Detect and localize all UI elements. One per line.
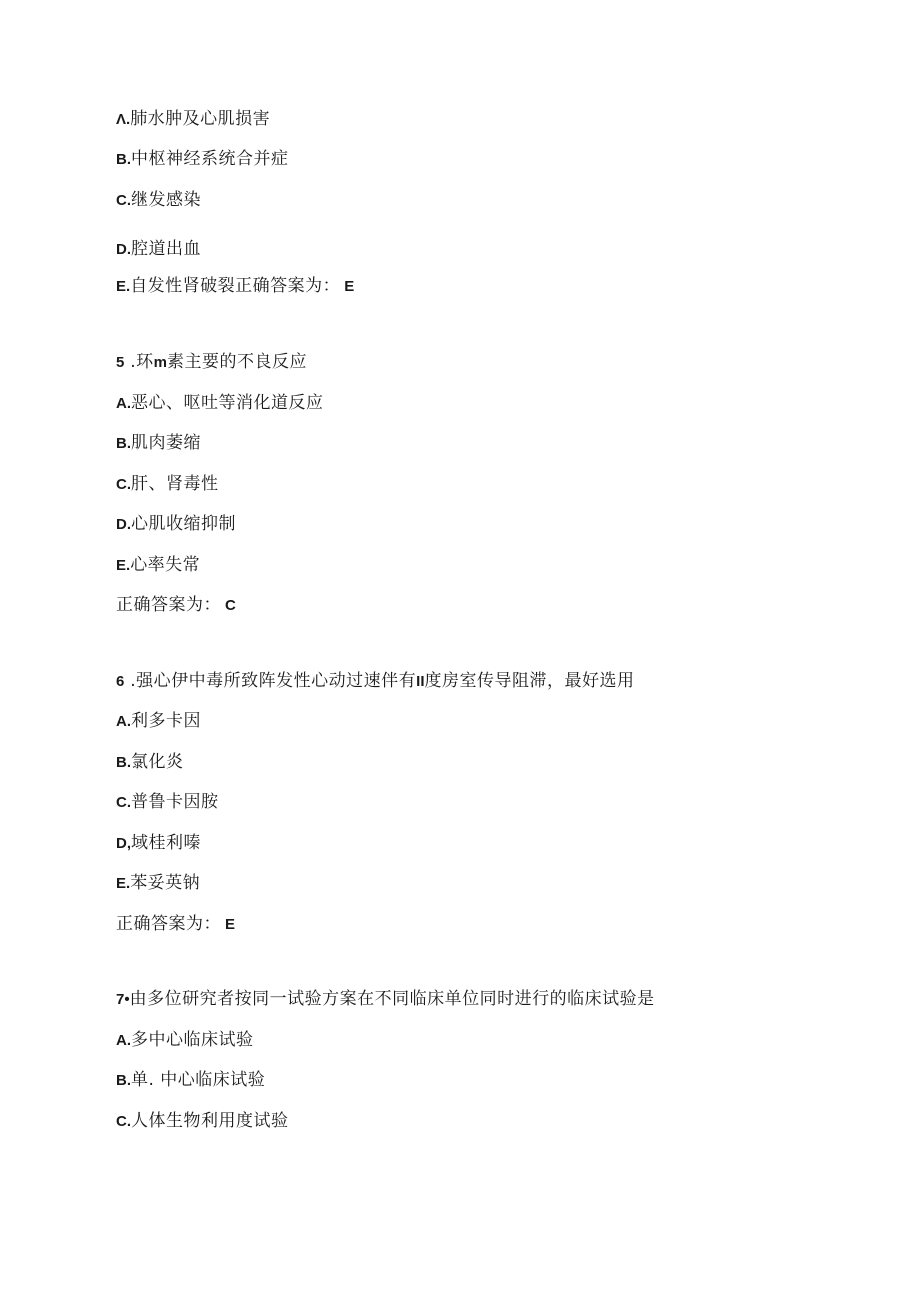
q4-answer: E	[344, 278, 355, 295]
q6-stem: 6 .强心伊中毒所致阵发性心动过速伴有II度房室传导阻滞，最好选用	[116, 671, 635, 691]
q6-answer: E	[225, 916, 236, 933]
q5-option-a: A.恶心、呕吐等消化道反应	[116, 393, 324, 413]
q4-option-b: B.中枢神经系统合并症	[116, 149, 289, 169]
q5-answer-line: 正确答案为： C	[116, 595, 237, 615]
q5-option-d: D.心肌收缩抑制	[116, 514, 236, 534]
q6-option-d: D,域桂利嗪	[116, 833, 201, 853]
q5-option-c: C.肝、肾毒性	[116, 474, 219, 494]
q4-option-c: C.继发感染	[116, 190, 201, 210]
q4-option-d: D.腔道出血	[116, 239, 201, 259]
q6-option-a: A.利多卡因	[116, 711, 201, 731]
q4-option-e: E.自发性肾破裂正确答案为： E	[116, 276, 355, 296]
q7-option-a: A.多中心临床试验	[116, 1030, 254, 1050]
q5-option-e: E.心率失常	[116, 555, 201, 575]
q6-option-b: B.氯化炎	[116, 752, 184, 772]
q7-option-c: C.人体生物利用度试验	[116, 1111, 289, 1131]
q5-answer: C	[225, 597, 237, 614]
q7-stem: 7•由多位研究者按同一试验方案在不同临床单位同时进行的临床试验是	[116, 989, 655, 1009]
q6-answer-line: 正确答案为： E	[116, 914, 236, 934]
q6-option-e: E.苯妥英钠	[116, 873, 201, 893]
q5-stem: 5 .环m素主要的不良反应	[116, 352, 307, 372]
q4-option-a: Λ.肺水肿及心肌损害	[116, 109, 271, 129]
q6-option-c: C.普鲁卡因胺	[116, 792, 219, 812]
q5-option-b: B.肌肉萎缩	[116, 433, 201, 453]
q7-option-b: B.单. 中心临床试验	[116, 1070, 266, 1090]
